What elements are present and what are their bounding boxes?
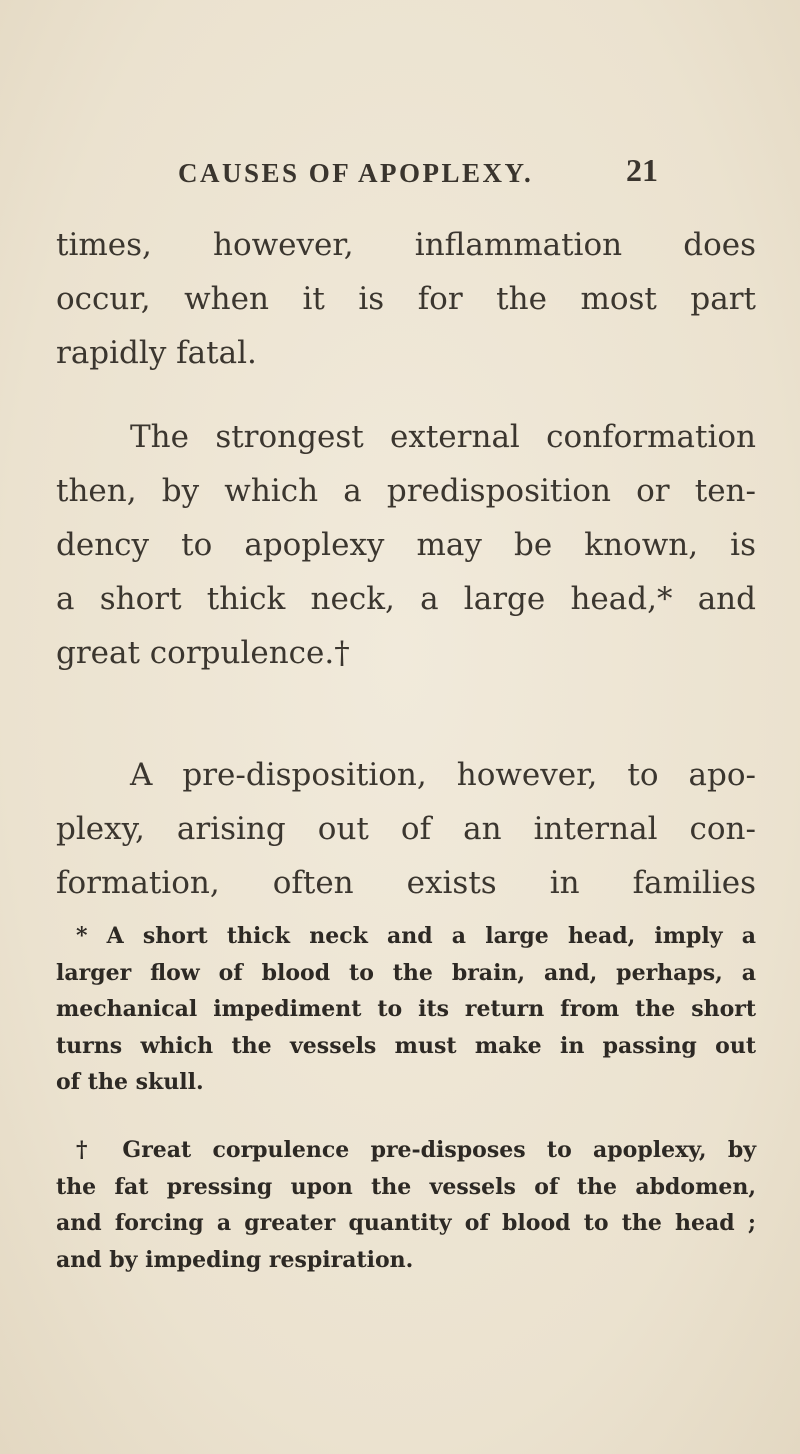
- text-line: occur, when it is for the most part: [56, 281, 756, 317]
- footnote-2: [56, 1132, 756, 1278]
- running-title: CAUSES OF APOPLEXY.: [178, 158, 534, 188]
- footnote-line: the fat pressing upon the vessels of the abdomen,: [56, 1173, 756, 1200]
- footnote-line: † Great corpulence pre-disposes to apoplexy, by: [76, 1137, 756, 1163]
- footnote-line: of the skull.: [56, 1069, 204, 1095]
- paragraph-2: [56, 410, 756, 680]
- footnote-line: and forcing a greater quantity of blood to the head ;: [56, 1210, 756, 1236]
- text-line: a short thick neck, a large head,* and: [56, 581, 756, 617]
- paragraph-1: [56, 218, 756, 380]
- text-line: rapidly fatal.: [56, 335, 257, 371]
- running-header: [178, 152, 658, 198]
- text-line: plexy, arising out of an internal con-: [56, 811, 756, 847]
- text-line: formation, often exists in families: [56, 865, 756, 901]
- footnote-line: larger flow of blood to the brain, and, perhaps, a: [56, 959, 756, 986]
- text-line: A pre-disposition, however, to apo-: [130, 757, 756, 793]
- footnote-line: turns which the vessels must make in passing out: [56, 1032, 756, 1059]
- paragraph-3: [56, 748, 756, 910]
- text-line: The strongest external conformation: [130, 419, 756, 455]
- text-line: times, however, inflammation does: [56, 227, 756, 263]
- footnote-1: [56, 918, 756, 1101]
- text-line: dency to apoplexy may be known, is: [56, 527, 756, 563]
- text-line: great corpulence.†: [56, 635, 350, 671]
- footnote-line: mechanical impediment to its return from the short: [56, 996, 756, 1022]
- footnote-line: and by impeding respiration.: [56, 1246, 414, 1273]
- footnote-line: * A short thick neck and a large head, imply a: [76, 923, 756, 949]
- text-line: then, by which a predisposition or ten-: [56, 473, 756, 509]
- page-number: 21: [626, 152, 658, 188]
